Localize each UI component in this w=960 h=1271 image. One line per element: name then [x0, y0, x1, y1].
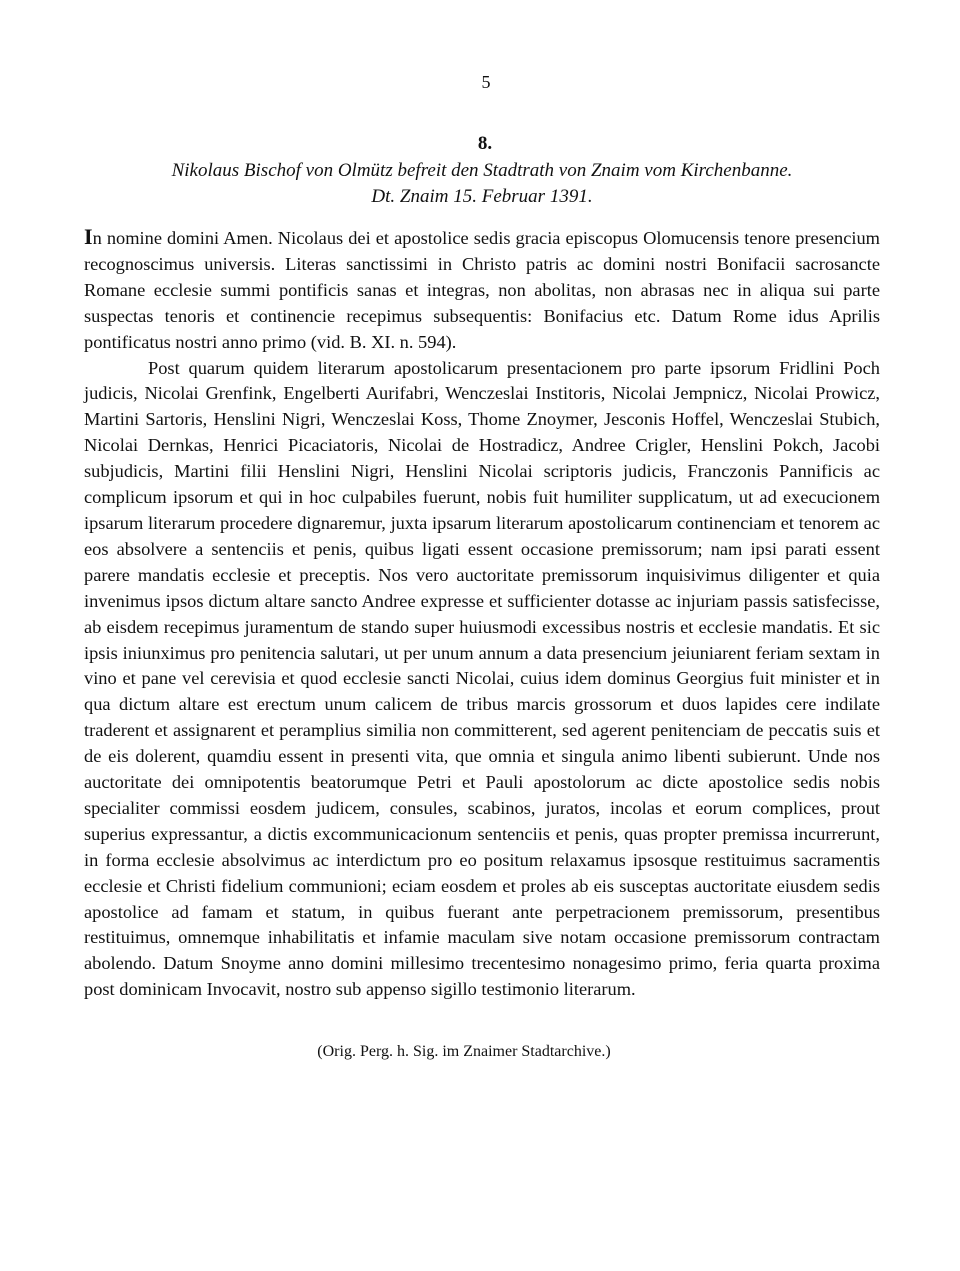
heading-date-line: Dt. Znaim 15. Februar 1391.: [371, 186, 593, 207]
page-number: 5: [481, 72, 491, 92]
document-heading: [84, 158, 880, 210]
initial-letter: I: [84, 224, 93, 249]
heading-title: Nikolaus Bischof von Olmütz befreit den Stadtrath von Znaim vom Kirchenbanne.: [171, 160, 793, 181]
paragraph-opening-text: n nomine domini Amen. Nicolaus dei et apostolice sedis gracia episcopus Olomucensis tenore presencium recognoscimus universis. Literas sanctissimi in Christo patris ac domini nostri Bonifacii sacrosancte Romane ecclesie summi pontificis sanas et integras, non abolitas, non abrasas nec in aliqua sui parte suspectas tenoris et continencie recepimus subsequentis: Bonifacius etc. Datum Rome idus Aprilis pontificatus nostri anno primo (vid. B. XI. n. 594).: [84, 228, 880, 352]
document-number: 8.: [477, 133, 493, 154]
paragraph-opening: [84, 226, 880, 356]
document-body: [84, 226, 880, 1003]
paragraph-main: Post quarum quidem literarum apostolicarum presentacionem pro parte ipsorum Fridlini Poch judicis, Nicolai Grenfink, Engelberti Aurifabri, Wenczeslai Institoris, Nicolai Jempnicz, Nicolai Prowicz, Martini Sartoris, Henslini Nigri, Wenczeslai Koss, Thome Znoymer, Jesconis Hoffel, Wenczeslai Stubich, Nicolai Dernkas, Henrici Picaciatoris, Nicolai de Hostradicz, Andree Crigler, Henslini Pokch, Jacobi subjudicis, Martini filii Henslini Nigri, Henslini Nicolai scriptoris judicis, Franczonis Pannificis ac complicum ipsorum et qui in hoc culpabiles fuerunt, nobis fuit humiliter supplicatum, ut ad execucionem ipsarum literarum procedere dignaremur, juxta ipsarum literarum apostolicarum continenciam et tenorem ac eos absolvere a sentenciis et penis, quibus ligati essent occasione premissorum; nam ipsi parati essent parere mandatis ecclesie et preceptis. Nos vero auctoritate premissorum inquisivimus diligenter et quia invenimus ipsos dictum altare sancto Andree expresse et sufficienter dotasse ac injuriam passis satisfecisse, ab eisdem recepimus juramentum de stando super huiusmodi excessibus nostris et ecclesie mandatis. Et sic ipsis iniunximus pro penitencia salutari, ut per unum annum a data presencium jeiuniarent feriam sextam in vino et pane vel cerevisia et quod ecclesie sancti Nicolai, cuius idem dominus Georgius fuit minister et in qua dictum altare est erectum unum calicem de tribus marcis grossorum et duos lapides cere indilate traderent et assignarent et peramplius similia non committerent, sed agerent penitenciam de peccatis suis et de eis dolerent, quamdiu essent in presenti vita, que omnia et singula animo libenti subierunt. Unde nos auctoritate dei omnipotentis beatorumque Petri et Pauli apostolorum ac dicte apostolice sedis nobis specialiter commissi eosdem judicem, consules, scabinos, juratos, incolas et eorum complices, prout superius expressantur, a dictis excommunicacionum sentenciis et penis, quas propter premissa incurrerunt, in forma ecclesie absolvimus ac interdictum pro eo positum relaxamus ipsosque restituimus sacramentis ecclesie et Christi fidelium communioni; eciam eosdem et proles ab eis susceptas auctoritate eiusdem sedis apostolice ad famam et statum, in quibus fuerant ante perpetracionem premissorum, presentibus restituimus, omnemque inhabilitatis et infamie maculam sive notam occasione premissorum contractam abolendo. Datum Snoyme anno domini millesimo trecentesimo nonagesimo primo, feria quarta proxima post dominicam Invocavit, nostro sub appenso sigillo testimonio literarum.: [84, 357, 880, 1000]
source-note: (Orig. Perg. h. Sig. im Znaimer Stadtarchive.): [317, 1043, 611, 1061]
document-page: [84, 70, 880, 1063]
